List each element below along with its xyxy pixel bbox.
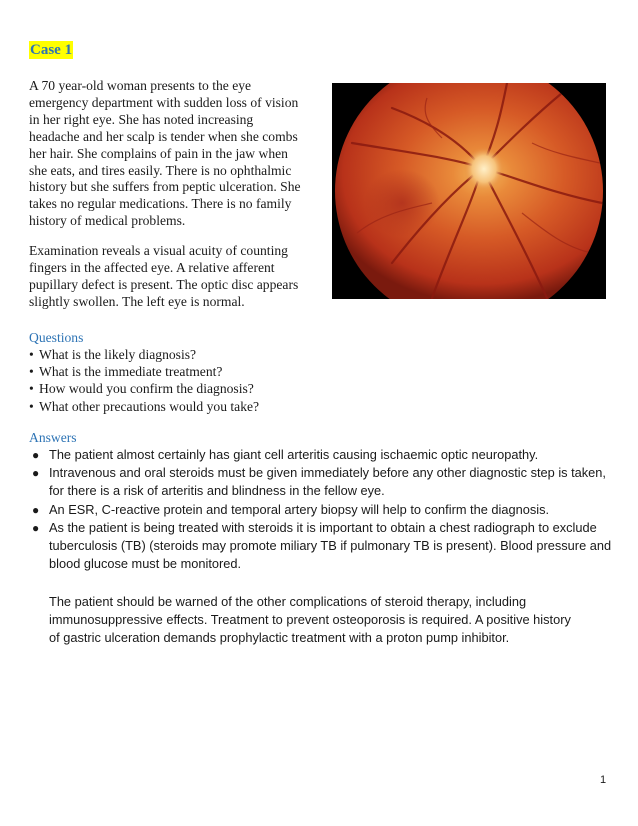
list-item: ● An ESR, C-reactive protein and temporal artery biopsy will help to confirm the diagnosis.: [32, 501, 550, 517]
history-paragraph: A 70 year-old woman presents to the eye emergency department with sudden loss of vision in her right eye. She has noted increasing headache and her scalp is tender when she combs her hair. She complains of pain in the jaw when she eats, and tires easily. There is no ophthalmic history but she suffers from peptic ulceration. She takes no regular medications. There is no family history of medical problems.: [29, 78, 301, 229]
list-item: • What other precautions would you take?: [29, 398, 260, 414]
list-item: ● The patient almost certainly has giant cell arteritis causing ischaemic optic neuropathy.: [32, 447, 539, 462]
list-item: ● Intravenous and oral steroids must be given immediately before any other diagnostic step is taken, for there is a risk of arteritis and blindness in the fellow eye.: [32, 465, 606, 499]
list-item: ● As the patient is being treated with steroids it is important to obtain a chest radiograph to exclude tuberculosis (TB) (steroids may promote miliary TB if pulmonary TB is present). Blood pressure and blood glucose must be monitored.: [32, 519, 612, 572]
fundus-image: [332, 83, 606, 299]
page-number: 1: [600, 774, 607, 786]
steroid-precautions-note: The patient should be warned of the other complications of steroid therapy, including immunosuppressive effects. Treatment to prevent osteoporosis is required. A positive history of gastric ulceration demands prophylactic treatment with a proton pump inhibitor.: [49, 594, 571, 646]
fundus-photograph: [332, 83, 606, 299]
questions-list: [29, 346, 259, 415]
answers-heading: Answers: [29, 430, 77, 445]
list-item: • How would you confirm the diagnosis?: [29, 381, 254, 397]
list-item: • What is the likely diagnosis?: [29, 347, 197, 362]
patient-history: [29, 78, 329, 230]
answers-list: [29, 446, 619, 573]
examination-findings: [29, 243, 329, 311]
questions-heading: Questions: [29, 330, 84, 345]
examination-paragraph: Examination reveals a visual acuity of counting fingers in the affected eye. A relative afferent pupillary defect is present. The optic disc appears slightly swollen. The left eye is normal.: [29, 243, 299, 309]
case-title: Case 1: [30, 42, 73, 58]
list-item: • What is the immediate treatment?: [29, 364, 223, 380]
